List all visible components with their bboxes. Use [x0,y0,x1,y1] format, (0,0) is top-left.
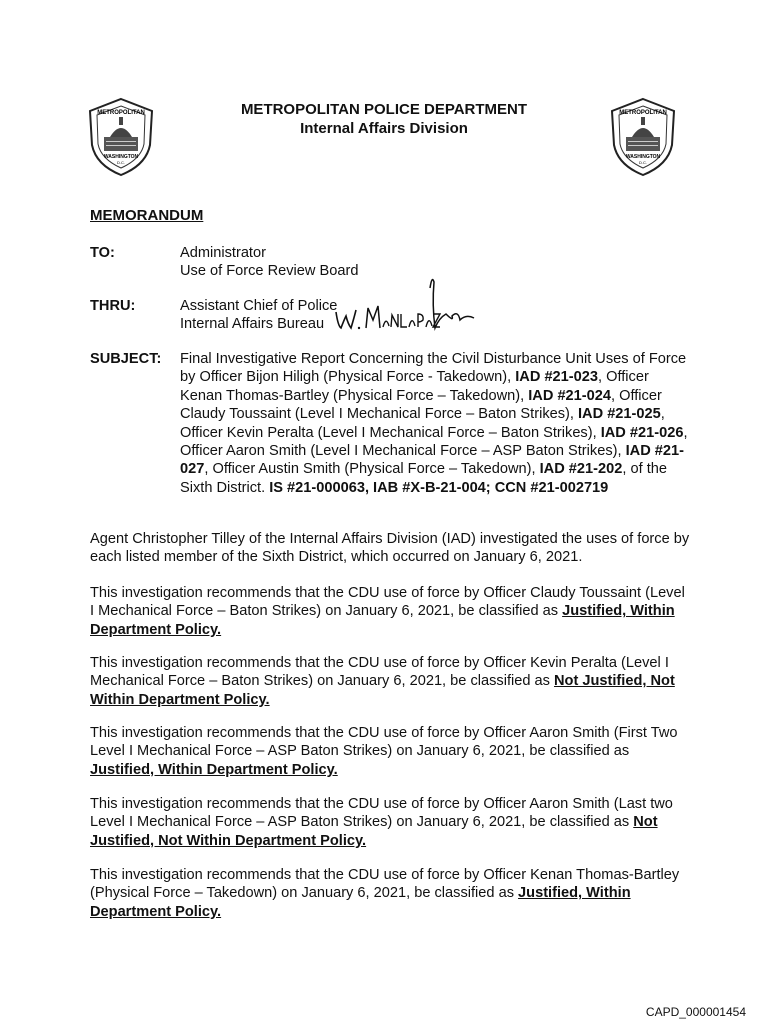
thru-label: THRU: [90,298,136,314]
police-badge-icon [608,97,678,177]
finding-text: This investigation recommends that the CDU use of force by Officer Aaron Smith (Last two Level I Mechanical Force – ASP Baton Strikes) on January 6, 2021, be classified as [90,796,673,831]
division-name: Internal Affairs Division [300,120,468,137]
seal-bottom-text: WASHINGTON [625,154,661,160]
subject-text-part: , of the Sixth District. [180,461,667,496]
to-label: TO: [90,245,115,261]
finding-paragraph [90,795,690,850]
finding-text: This investigation recommends that the CDU use of force by Officer Aaron Smith (First Two Level I Mechanical Force – ASP Baton Strikes) on January 6, 2021, be classified as [90,725,678,760]
subject-text-part: , Officer Kenan Thomas-Bartley (Physical Force – Takedown), [180,369,649,404]
memo-title: MEMORANDUM [90,207,204,224]
iad-number: IAD #21-023 [515,369,598,386]
intro-paragraph: Agent Christopher Tilley of the Internal Affairs Division (IAD) investigated the uses of force by each listed member of the Sixth District, which occurred on January 6, 2021. [90,531,690,566]
finding-text: This investigation recommends that the CDU use of force by Officer Claudy Toussaint (Level I Mechanical Force – Baton Strikes) on January 6, 2021, be classified as [90,585,685,620]
finding-text: This investigation recommends that the CDU use of force by Officer Kenan Thomas-Bartley (Physical Force – Takedown) on January 6, 2021, be classified as [90,867,680,902]
subject-label: SUBJECT: [90,351,162,367]
seal-dc-text: D.C. [639,160,647,165]
iad-number: IAD #21-025 [578,406,661,423]
seal-bottom-text: WASHINGTON [103,154,139,160]
case-numbers: IS #21-000063, IAB #X-B-21-004; CCN #21-002719 [269,479,609,496]
seal-top-text: METROPOLITAN [97,110,145,116]
to-line-1: Administrator [180,245,266,261]
finding-text: This investigation recommends that the CDU use of force by Officer Kevin Peralta (Level I Mechanical Force – Baton Strikes) on January 6, 2021, be classified as [90,655,669,690]
department-name: METROPOLITAN POLICE DEPARTMENT [240,101,528,118]
bates-number: CAPD_000001454 [645,1005,746,1019]
finding-verdict: Not Justified, Not Within Department Policy. [90,673,675,708]
subject-field [90,350,690,497]
finding-verdict: Justified, Within Department Policy. [90,885,631,920]
finding-paragraph [90,724,690,779]
thru-line-2: Internal Affairs Bureau [180,316,325,333]
finding-paragraph [90,866,690,921]
letterhead [150,100,618,138]
to-line-2: Use of Force Review Board [180,263,359,280]
police-badge-icon [86,97,156,177]
iad-number: IAD #21-026 [600,424,684,441]
subject-text-part: , Officer Austin Smith (Physical Force – Takedown), [204,461,540,478]
finding-verdict: Justified, Within Department Policy. [90,603,675,638]
subject-text-part: , Officer Claudy Toussaint (Level I Mechanical Force – Baton Strikes), [180,387,662,423]
iad-number: IAD #21-024 [528,387,611,404]
mpd-seal-right [608,97,678,177]
thru-line-1: Assistant Chief of Police [180,298,338,314]
iad-number: IAD #21-202 [539,461,623,478]
subject-text [180,350,690,497]
subject-text-part: , Officer Kevin Peralta (Level I Mechanical Force – Baton Strikes), [180,406,665,441]
seal-top-text: METROPOLITAN [619,110,667,116]
subject-text-part: Final Investigative Report Concerning the Civil Disturbance Unit Uses of Force by Officer Bijon Hiligh (Physical Force - Takedown), [180,351,687,386]
mpd-seal-left [86,97,156,177]
subject-text-part: , Officer Aaron Smith (Level I Mechanical Force – ASP Baton Strikes), [180,424,688,460]
handwritten-signature [328,270,478,342]
finding-paragraph [90,654,690,709]
seal-dc-text: D.C. [117,160,125,165]
finding-verdict: Justified, Within Department Policy. [90,761,338,778]
finding-verdict: Not Justified, Not Within Department Policy. [90,814,658,849]
finding-paragraph [90,584,690,639]
iad-number: IAD #21-027 [180,443,684,478]
